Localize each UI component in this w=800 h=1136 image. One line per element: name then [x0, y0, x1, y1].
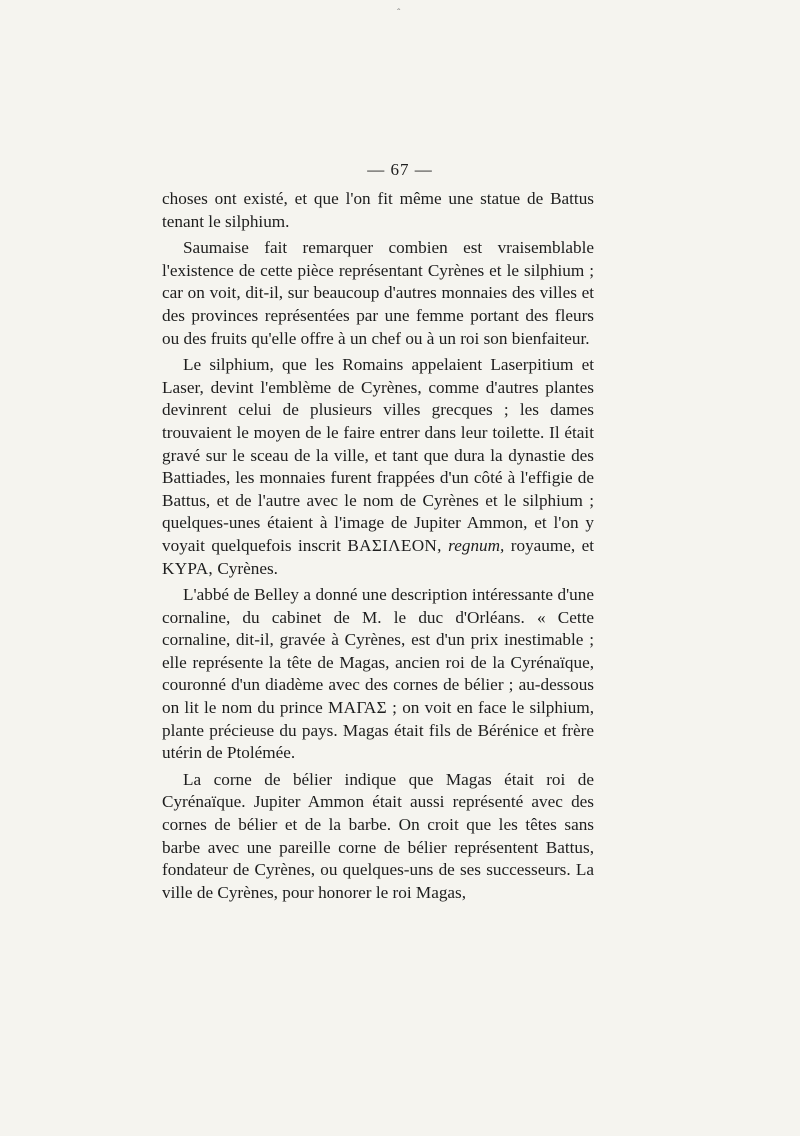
paragraph-4-text: L'abbé de Belley a donné une description intéressante d'une cornaline, du cabinet de M. le duc d'Orléans. « Cette cornaline, dit-il, gravée à Cyrènes, est d'un prix inestimable ; elle représente la tête de Magas, ancien roi de la Cyrénaïque, couronné d'un diadème avec des cornes de bélier ; au-dessous on lit le nom du prince	[162, 585, 594, 718]
paragraph-3-end: Cyrènes.	[213, 558, 278, 578]
greek-word-basileon: ΒΑΣΙΛΕΟΝ,	[347, 535, 442, 555]
paragraph-3-text: Le silphium, que les Romains appelaient Laserpitium et Laser, devint l'emblème de Cyrènes, comme d'autres plantes devinrent celui de plusieurs villes grecques ; les dames trouvaient le moyen de le faire entrer dans leur toilette. Il était gravé sur le sceau de la ville, et tant que dura la dynastie des Battiades, les monnaies furent frappées d'un côté à l'effigie de Battus, et de l'autre avec le nom de Cyrènes et le silphium ; quelques-unes étaient à l'image de Jupiter Ammon, et l'on y voyait quelquefois inscrit	[162, 355, 594, 555]
paragraph-5: La corne de bélier indique que Magas était roi de Cyrénaïque. Jupiter Ammon était aussi représenté avec des cornes de bélier et de la barbe. On croit que les têtes sans barbe avec une pareille corne de bélier représentent Battus, fondateur de Cyrènes, ou quelques-uns de ses successeurs. La ville de Cyrènes, pour honorer le roi Magas,	[162, 769, 594, 902]
paragraph-4-end: ; on voit en face le silphium, plante précieuse du pays. Magas était fils de Bérénice et frère utérin de Ptolémée.	[162, 698, 595, 763]
greek-word-magas: ΜΑΓΑΣ	[328, 698, 387, 718]
paragraph-1: choses ont existé, et que l'on fit même une statue de Battus tenant le silphium.	[162, 189, 594, 231]
paragraph-3-mid: royaume, et	[504, 535, 594, 555]
latin-word-regnum: regnum,	[448, 535, 505, 555]
ink-speck: ˆ	[397, 8, 401, 19]
paragraph-4	[162, 584, 594, 765]
page-number: — 67 —	[367, 160, 433, 179]
greek-word-kyra: ΚΥΡΑ,	[162, 558, 214, 578]
paragraph-2: Saumaise fait remarquer combien est vraisemblable l'existence de cette pièce représentant Cyrènes et le silphium ; car on voit, dit-il, sur beaucoup d'autres monnaies des villes et des provinces représentées par une femme portant des fleurs ou des fruits qu'elle offre à un chef ou à un roi son bienfaiteur.	[162, 238, 594, 348]
body-text	[162, 188, 594, 908]
paragraph-3	[162, 354, 594, 580]
